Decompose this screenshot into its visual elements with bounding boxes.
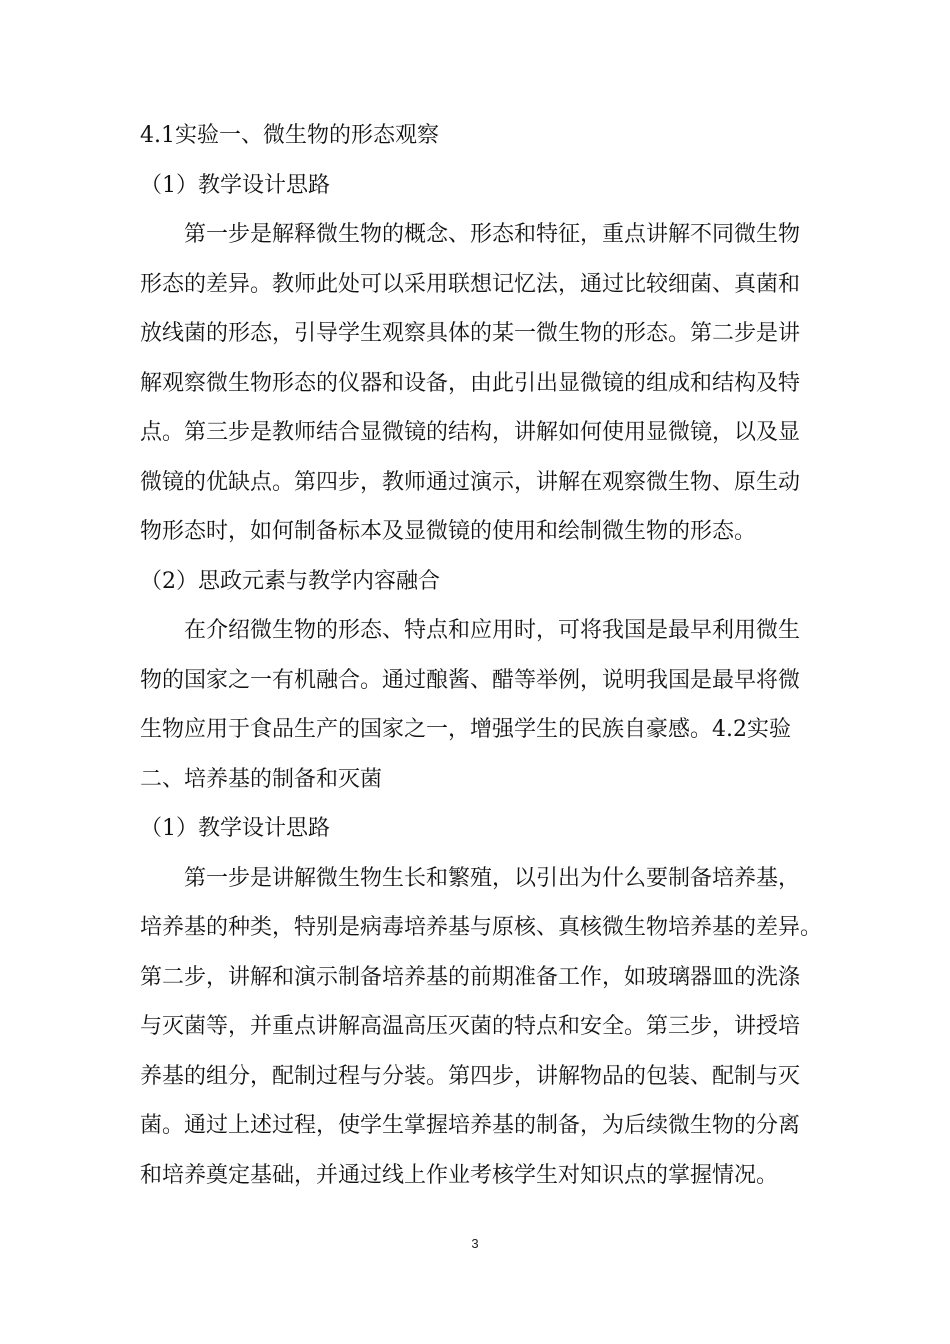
paragraph-line: 第一步是解释微生物的概念、形态和特征，重点讲解不同微生物 xyxy=(184,222,801,247)
paragraph-line: 点。第三步是教师结合显微镜的结构，讲解如何使用显微镜，以及显 xyxy=(140,420,801,445)
paragraph-line: 形态的差异。教师此处可以采用联想记忆法，通过比较细菌、真菌和 xyxy=(140,271,801,297)
paragraph-line: 解观察微生物形态的仪器和设备，由此引出显微镜的组成和结构及特 xyxy=(140,370,801,396)
paragraph-line: 培养基的种类，特别是病毒培养基与原核、真核微生物培养基的差异。 xyxy=(140,915,823,940)
paragraph-line: 物的国家之一有机融合。通过酿酱、醋等举例，说明我国是最早将微 xyxy=(140,667,801,693)
subheading-design-approach: （1）教学设计思路 xyxy=(140,816,330,841)
paragraph-line: 微镜的优缺点。第四步，教师通过演示，讲解在观察微生物、原生动 xyxy=(140,469,801,495)
paragraph-line: 和培养奠定基础，并通过线上作业考核学生对知识点的掌握情况。 xyxy=(140,1162,779,1188)
paragraph-line: 物形态时，如何制备标本及显微镜的使用和绘制微生物的形态。 xyxy=(140,519,757,544)
paragraph-line: 在介绍微生物的形态、特点和应用时，可将我国是最早利用微生 xyxy=(184,618,801,643)
section-heading-4-1: 4.1实验一、微生物的形态观察 xyxy=(140,123,439,148)
subheading-design-approach: （1）教学设计思路 xyxy=(140,172,330,198)
paragraph-line: 养基的组分，配制过程与分装。第四步，讲解物品的包装、配制与灭 xyxy=(140,1063,801,1089)
paragraph-line: 放线菌的形态，引导学生观察具体的某一微生物的形态。第二步是讲 xyxy=(140,321,801,346)
paragraph-line: 生物应用于食品生产的国家之一，增强学生的民族自豪感。4.2实验 xyxy=(140,717,791,742)
paragraph-line: 与灭菌等，并重点讲解高温高压灭菌的特点和安全。第三步，讲授培 xyxy=(140,1014,801,1039)
paragraph-line: 菌。通过上述过程，使学生掌握培养基的制备，为后续微生物的分离 xyxy=(140,1113,801,1138)
subheading-ideology-integration: （2）思政元素与教学内容融合 xyxy=(140,568,440,594)
paragraph-line: 二、培养基的制备和灭菌 xyxy=(140,766,383,792)
paragraph-line: 第二步，讲解和演示制备培养基的前期准备工作，如玻璃器皿的洗涤 xyxy=(140,964,801,990)
page-number: 3 xyxy=(471,1236,479,1251)
paragraph-line: 第一步是讲解微生物生长和繁殖，以引出为什么要制备培养基， xyxy=(184,865,801,891)
document-body xyxy=(140,111,823,1200)
